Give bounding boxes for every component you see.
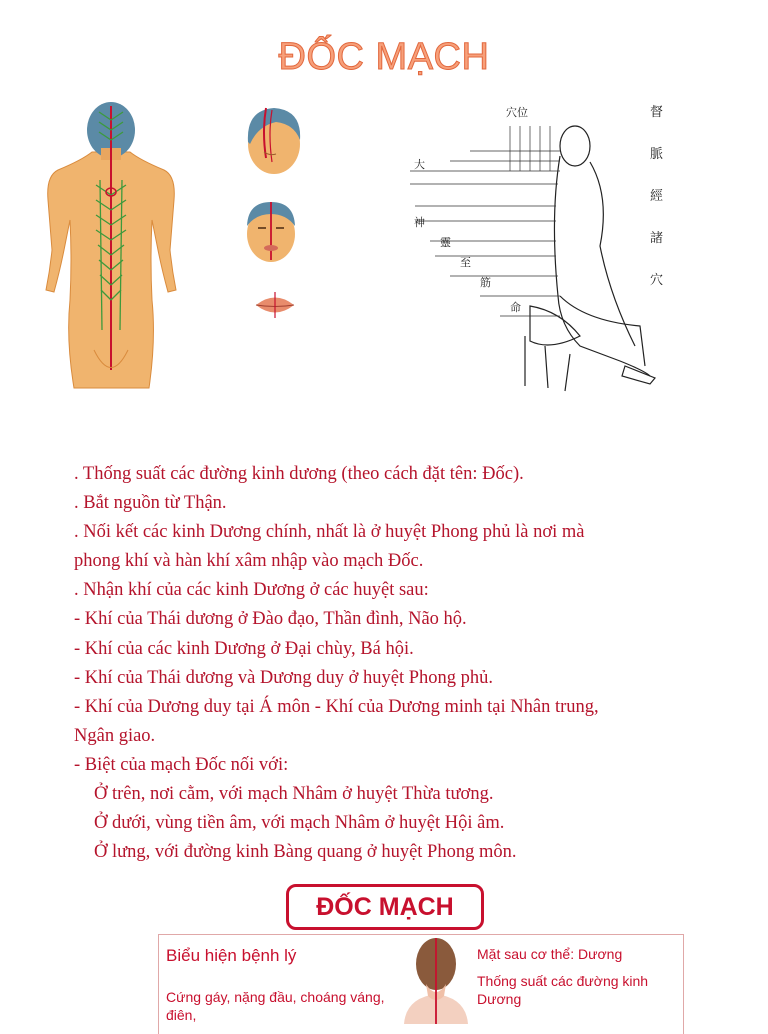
content-line: . Nối kết các kinh Dương chính, nhất là ở huyệt Phong phủ là nơi mà: [74, 522, 585, 543]
svg-text:諸: 諸: [650, 231, 664, 246]
svg-text:穴位: 穴位: [506, 106, 528, 119]
symptom-heading: Biểu hiện bệnh lý: [166, 946, 297, 965]
svg-text:穴: 穴: [650, 273, 664, 288]
svg-text:脈: 脈: [650, 147, 664, 162]
content-line-indented: Ở lưng, với đường kinh Bàng quang ở huyệt Phong môn.: [94, 842, 517, 863]
body-side-desc: Thống suất các đường kinh Dương: [477, 973, 649, 1007]
svg-text:筋: 筋: [480, 276, 491, 289]
body-side-heading: Mặt sau cơ thể: Dương: [477, 946, 623, 962]
content-line: - Khí của Dương duy tại Á môn - Khí của Dương minh tại Nhân trung,: [74, 696, 599, 717]
svg-text:大: 大: [414, 158, 425, 171]
content-line: . Bắt nguồn từ Thận.: [74, 493, 227, 514]
bottom-slide-title: ĐỐC MẠCH: [286, 884, 484, 930]
content-line-indented: Ở trên, nơi cằm, với mạch Nhâm ở huyệt Thừa tương.: [94, 784, 494, 805]
seated-figure-ink-drawing: [410, 96, 680, 396]
svg-text:靈: 靈: [440, 236, 451, 249]
content-text: [74, 460, 694, 867]
back-body-illustration: [44, 100, 179, 390]
content-line-indented: Ở dưới, vùng tiền âm, với mạch Nhâm ở huyệt Hội âm.: [94, 813, 505, 834]
content-line: Ngân giao.: [74, 725, 156, 746]
svg-text:督: 督: [650, 105, 664, 120]
head-side-illustration: [236, 102, 306, 180]
content-line: . Nhận khí của các kinh Dương ở các huyệt sau:: [74, 580, 429, 601]
lips-illustration: [254, 290, 296, 320]
svg-text:經: 經: [650, 189, 664, 204]
svg-text:至: 至: [460, 256, 471, 269]
content-line: - Khí của các kinh Dương ở Đại chùy, Bá hội.: [74, 638, 414, 659]
content-line: . Thống suất các đường kinh dương (theo cách đặt tên: Đốc).: [74, 464, 524, 484]
symptom-text: Cứng gáy, nặng đầu, choáng váng, điên,: [166, 989, 385, 1023]
page-title: ĐỐC MẠCH: [278, 36, 490, 78]
content-line: - Biệt của mạch Đốc nối với:: [74, 754, 289, 775]
content-line: - Khí của Thái dương ở Đào đạo, Thần đình, Não hộ.: [74, 609, 467, 630]
content-line: phong khí và hàn khí xâm nhập vào mạch Đốc.: [74, 551, 424, 572]
svg-text:神: 神: [414, 216, 425, 229]
svg-text:命: 命: [510, 301, 521, 314]
woman-back-portrait: [396, 934, 476, 1024]
head-front-illustration: [236, 196, 306, 266]
content-line: - Khí của Thái dương và Dương duy ở huyệt Phong phủ.: [74, 667, 494, 688]
